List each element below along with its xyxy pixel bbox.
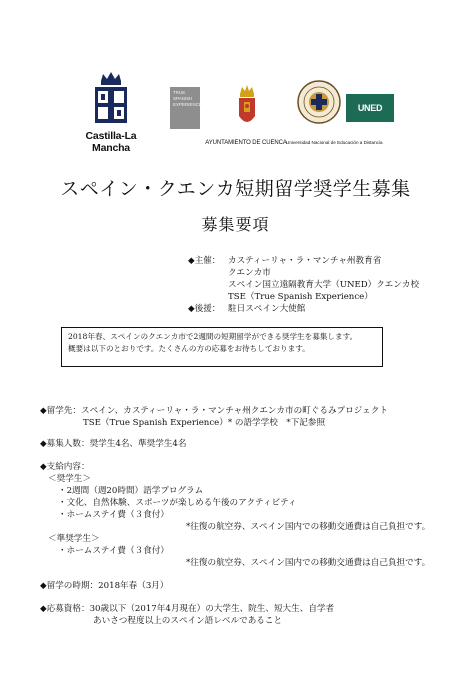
castilla-logo-label: Castilla-La Mancha [85, 130, 137, 154]
scholar-item: ・2週間（週20時間）語学プログラム [58, 486, 204, 496]
uned-seal-icon [297, 80, 341, 124]
sponsor-label: ◆主催： [188, 256, 221, 266]
semi-item: ・ホームステイ費（３食付） [58, 546, 169, 556]
sponsor-item: カスティーリャ・ラ・マンチャ州教育省 [228, 256, 382, 266]
scholar-item: ・文化、自然体験、スポーツが楽しめる午後のアクティビティ [58, 498, 297, 508]
destination-line: TSE（True Spanish Experience）* の語学学校 *下記参照 [83, 418, 326, 428]
uned-cuenca-logo: UNED CUENCA [346, 94, 394, 122]
eligibility-line: あいさつ程度以上のスペイン語レベルであること [93, 616, 283, 626]
tse-logo-line: TRUE [173, 90, 186, 95]
scholar-note: *往復の航空券、スペイン国内での移動交通費は自己負担です。 [186, 522, 431, 532]
scholar-heading: ＜奨学生＞ [48, 474, 91, 484]
cuenca-crest-icon [236, 84, 258, 130]
cuenca-logo-label: AYUNTAMIENTO DE CUENCA [205, 140, 287, 146]
destination-line: ◆留学先：スペイン、カスティーリャ・ラ・マンチャ州クエンカ市の町ぐるみプロジェクト [40, 406, 388, 416]
sponsor-item: クエンカ市 [228, 268, 271, 278]
page-subtitle: 募集要項 [201, 215, 270, 234]
period-line: ◆留学の時期：2018年春（3月） [40, 581, 169, 591]
support-heading: ◆支給内容： [40, 462, 90, 472]
notice-line: 概要は以下のとおりです。たくさんの方の応募をお待ちしております。 [68, 344, 310, 353]
tse-logo-line: SPANISH [173, 96, 193, 101]
support-label: ◆後援： [188, 304, 221, 314]
semi-note: *往復の航空券、スペイン国内での移動交通費は自己負担です。 [186, 558, 431, 568]
crown-icon [99, 72, 123, 86]
semi-heading: ＜準奨学生＞ [48, 534, 100, 544]
ayuntamiento-cuenca-logo [198, 84, 294, 152]
notice-line: 2018年春、スペインのクエンカ市で2週間の短期留学ができる奨学生を募集します。 [68, 332, 358, 341]
support-value: 駐日スペイン大使館 [228, 304, 306, 314]
sponsor-item: スペイン国立遠隔教育大学（UNED）クエンカ校 [228, 280, 420, 290]
tse-logo [170, 87, 203, 129]
scholar-item: ・ホームステイ費（３食付） [58, 510, 169, 520]
tse-logo-line: EXPERIENCE [173, 102, 203, 107]
shield-icon [94, 86, 128, 124]
castilla-la-mancha-logo [70, 72, 152, 152]
uned-seal-label: Universidad Nacional de Educación a Distancia [286, 140, 383, 145]
notice-box [61, 327, 383, 367]
sponsor-item: TSE（True Spanish Experience） [228, 292, 373, 302]
page-title: スペイン・クエンカ短期留学奨学生募集 [60, 178, 411, 200]
eligibility-line: ◆応募資格：30歳以下（2017年4月現在）の大学生、院生、短大生、自学者 [40, 604, 335, 614]
recruits-line: ◆募集人数：奨学生4名、準奨学生4名 [40, 439, 187, 449]
